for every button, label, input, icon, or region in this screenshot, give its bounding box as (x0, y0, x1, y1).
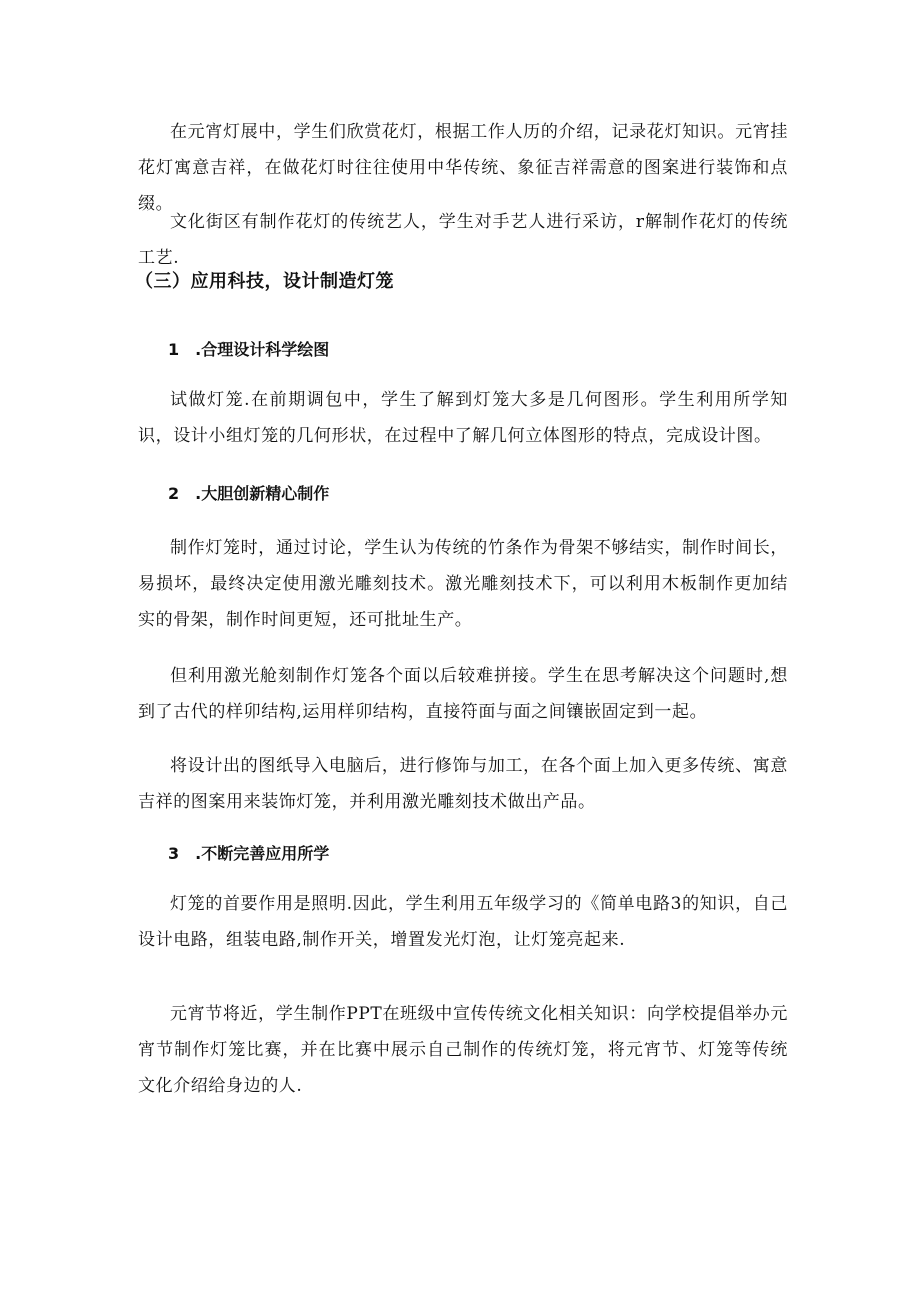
paragraph-festival-promotion: 元宵节将近，学生制作PPT在班级中宣传传统文化相关知识：向学校提倡举办元宵节制作灯笼比赛，并在比赛中展示自己制作的传统灯笼，将元宵节、灯笼等传统文化介绍给身边的人. (138, 1004, 788, 1096)
paragraph-mortise-tenon: 但利用激光舱刻制作灯笼各个面以后较难拼接。学生在思考解决这个问题时,想到了古代的样卯结构,运用样卯结构，直接符面与面之间镶嵌固定到一起。 (138, 666, 788, 722)
paragraph-decoration: 将设计出的图纸导入电脑后，进行修饰与加工，在各个面上加入更多传统、寓意吉祥的图案用来装饰灯笼，并利用激光雕刻技术做出产品。 (138, 756, 788, 812)
paragraph-trial-lantern: 试做灯笼.在前期调包中，学生了解到灯笼大多是几何图形。学生利用所学知识，设计小组灯笼的几何形状，在过程中了解几何立体图形的特点，完成设计图。 (138, 390, 788, 446)
paragraph-lantern-exhibition: 在元宵灯展中，学生们欣赏花灯，根据工作人历的介绍，记录花灯知识。元宵挂花灯寓意吉祥，在做花灯时往往使用中华传统、象征吉祥需意的图案进行装饰和点缀。 (138, 122, 788, 214)
subheading-apply-learning: 3 .不断完善应用所学 (168, 844, 330, 863)
subheading-design-drawing: 1 .合理设计科学绘图 (168, 340, 330, 359)
paragraph-craftsman-interview: 文化街区有制作花灯的传统艺人，学生对手艺人进行采访，r解制作花灯的传统工艺. (138, 212, 788, 268)
section-heading: （三）应用科技，设计制造灯笼 (135, 271, 394, 292)
paragraph-circuit: 灯笼的首要作用是照明.因此，学生利用五年级学习的《简单电路3的知识，自己设计电路，组装电路,制作开关，增置发光灯泡，让灯笼亮起来. (138, 894, 788, 950)
paragraph-laser-engraving: 制作灯笼时，通过讨论，学生认为传统的竹条作为骨架不够结实，制作时间长，易损坏，最终决定使用激光雕刻技术。激光雕刻技术下，可以利用木板制作更加结实的骨架，制作时间更短，还可批址生产。 (138, 538, 788, 630)
subheading-innovative-making: 2 .大胆创新精心制作 (168, 484, 330, 503)
